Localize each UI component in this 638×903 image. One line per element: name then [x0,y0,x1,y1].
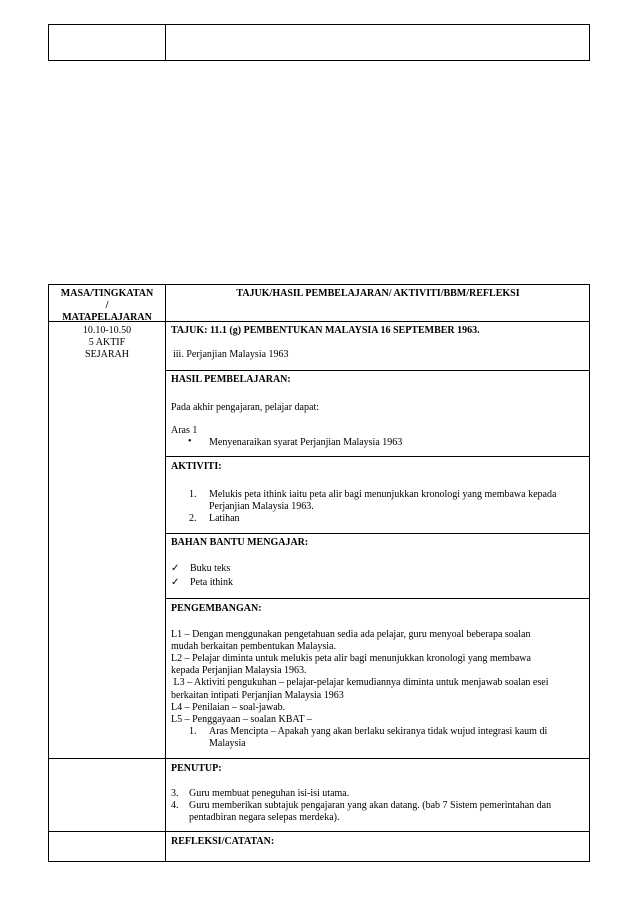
top-table-divider [165,24,166,61]
lesson-class: 5 AKTIF [88,337,126,348]
tajuk-subtitle: iii. Perjanjian Malaysia 1963 [173,349,289,360]
pengembangan-divider [48,758,590,759]
pengembangan-l2-a: L2 – Pelajar diminta untuk melukis peta alir bagi menunjukkan kronologi yang membawa [171,653,531,664]
tajuk-title: TAJUK: 11.1 (g) PEMBENTUKAN MALAYSIA 16 SEPTEMBER 1963. [171,325,480,336]
pengembangan-heading: PENGEMBANGAN: [171,603,262,614]
hasil-heading: HASIL PEMBELAJARAN: [171,374,291,385]
tajuk-divider [165,370,590,371]
aktiviti-item1-number: 1. [189,489,197,500]
header-col2: TAJUK/HASIL PEMBELAJARAN/ AKTIVITI/BBM/REFLEKSI [236,288,520,299]
penutup-item3-number: 3. [171,788,179,799]
bbm-divider [165,598,590,599]
checkmark-icon: ✓ [171,577,180,588]
hasil-intro: Pada akhir pengajaran, pelajar dapat: [171,402,319,413]
aktiviti-item1-line2: Perjanjian Malaysia 1963. [209,501,314,512]
top-table [48,24,590,61]
pengembangan-l2-b: kepada Perjanjian Malaysia 1963. [171,665,307,676]
checkmark-icon: ✓ [171,563,180,574]
hasil-divider [165,456,590,457]
aktiviti-item2-number: 2. [189,513,197,524]
lesson-time: 10.10-10.50 [82,325,132,336]
penutup-heading: PENUTUP: [171,763,222,774]
aktiviti-divider [165,533,590,534]
hasil-bullet: Menyenaraikan syarat Perjanjian Malaysia 1963 [209,437,403,448]
penutup-item4-number: 4. [171,800,179,811]
header-col1-line2: / [105,300,109,311]
pengembangan-l5-item-b: Malaysia [209,738,246,749]
penutup-item4-a: Guru memberikan subtajuk pengajaran yang akan datang. (bab 7 Sistem pemerintahan dan [189,800,552,811]
pengembangan-l1-b: mudah berkaitan pembentukan Malaysia. [171,641,336,652]
header-col1-line3: MATAPELAJARAN [62,312,152,323]
pengembangan-l5-item-a: Aras Mencipta – Apakah yang akan berlaku sekiranya tidak wujud integrasi kaum di [209,726,548,737]
hasil-level: Aras 1 [171,425,198,436]
bbm-item2: Peta ithink [190,577,234,588]
penutup-item4-b: pentadbiran negara selepas merdeka). [189,812,340,823]
aktiviti-item1-line1: Melukis peta ithink iaitu peta alir bagi menunjukkan kronologi yang membawa kepada [209,489,557,500]
pengembangan-l3-b: berkaitan intipati Perjanjian Malaysia 1963 [171,690,344,701]
penutup-divider [48,831,590,832]
pengembangan-l3-a: L3 – Aktiviti pengukuhan – pelajar-pelajar kemudiannya diminta untuk menjawab soalan esei [171,677,549,688]
penutup-item3: Guru membuat peneguhan isi-isi utama. [189,788,350,799]
pengembangan-l1-a: L1 – Dengan menggunakan pengetahuan sedia ada pelajar, guru menyoal beberapa soalan [171,629,531,640]
aktiviti-heading: AKTIVITI: [171,461,222,472]
bullet-icon: • [188,436,192,447]
aktiviti-item2: Latihan [209,513,240,524]
bbm-heading: BAHAN BANTU MENGAJAR: [171,537,309,548]
pengembangan-l4: L4 – Penilaian – soal-jawab. [171,702,286,713]
bbm-item1: Buku teks [190,563,231,574]
refleksi-heading: REFLEKSI/CATATAN: [171,836,275,847]
lesson-subject: SEJARAH [85,349,129,360]
pengembangan-l5-item-number: 1. [189,726,197,737]
header-col1-line1: MASA/TINGKATAN [60,288,154,299]
pengembangan-l5: L5 – Penggayaan – soalan KBAT – [171,714,312,725]
